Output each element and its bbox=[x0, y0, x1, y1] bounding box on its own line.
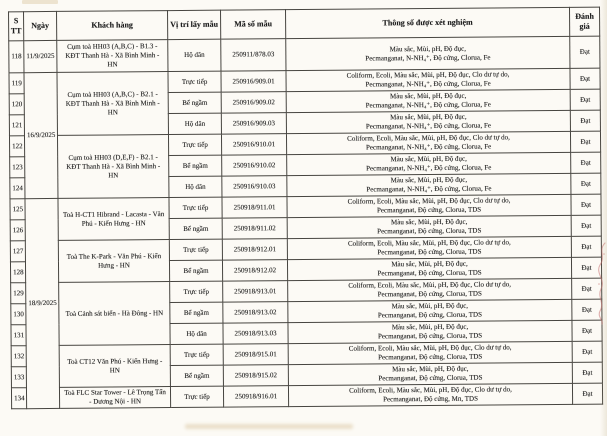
location-cell: Trực tiếp bbox=[170, 281, 223, 302]
param-line: Màu sắc, Mùi, pH, Độ đục, bbox=[390, 154, 467, 164]
code-cell: 250916/910.01 bbox=[221, 134, 286, 156]
header-date: Ngày bbox=[24, 11, 57, 40]
result-cell: Đạt bbox=[571, 236, 601, 257]
param-line: Màu sắc, Mùi, pH, Độ đục, bbox=[391, 322, 469, 332]
table-header-row bbox=[9, 7, 600, 41]
param-line: Pecmanganat, Độ cứng, Clorua, TDS bbox=[376, 205, 482, 215]
param-line: Pecmanganat, Độ cứng, Clorua, TDS bbox=[377, 247, 482, 257]
header-sample-code: Mã số mẫu bbox=[221, 10, 286, 40]
code-cell: 250916/909.01 bbox=[221, 71, 286, 93]
params-cell bbox=[286, 89, 570, 112]
location-cell: Trực tiếp bbox=[170, 386, 223, 407]
result-cell: Đạt bbox=[570, 68, 600, 89]
code-cell: 250916/909.03 bbox=[221, 113, 286, 135]
date-cell: 18/9/2025 bbox=[25, 198, 60, 408]
customer-cell: Toà CT12 Văn Phú - Kiến Hưng - HN bbox=[59, 345, 170, 388]
stt-cell: 134 bbox=[11, 388, 26, 409]
result-cell: Đạt bbox=[570, 131, 600, 152]
location-cell: Bể ngầm bbox=[169, 218, 222, 239]
stt-cell: 126 bbox=[10, 220, 25, 241]
location-cell: Hộ dân bbox=[168, 39, 221, 71]
stt-cell: 124 bbox=[10, 178, 25, 199]
code-cell: 250918/913.01 bbox=[223, 281, 288, 303]
code-cell: 250918/912.02 bbox=[222, 260, 287, 282]
param-line: Coliform, Ecoli, Màu sắc, Mùi, pH, Độ đục, Clo dư tự do, bbox=[348, 280, 512, 290]
location-cell: Bể ngầm bbox=[169, 260, 222, 281]
result-cell: Đạt bbox=[571, 152, 601, 173]
customer-cell: Cụm toà HH03 (D,E,F) - B2.1 - KĐT Thanh Hà - Xã Bình Minh - HN bbox=[57, 135, 168, 199]
param-line: Coliform, Ecoli, Màu sắc, Mùi, pH, Độ đục, Clo dư tự do, bbox=[347, 133, 510, 143]
param-line: Pecmanganat, N-NH₄⁺, Độ cứng, Clorua, Fe bbox=[366, 163, 492, 173]
red-pen-mark bbox=[593, 240, 607, 326]
code-cell: 250916/910.03 bbox=[222, 176, 287, 198]
result-cell: Đạt bbox=[572, 383, 602, 404]
customer-cell: Toà FLC Star Tower - Lê Trọng Tấn - Dương Nội - HN bbox=[59, 387, 170, 409]
location-cell: Bể ngầm bbox=[170, 302, 223, 323]
params-cell bbox=[287, 152, 571, 175]
header-location: Vị trí lấy mẫu bbox=[168, 10, 221, 39]
code-cell: 250918/912.01 bbox=[222, 239, 287, 261]
stt-cell: 130 bbox=[11, 304, 26, 325]
param-line: Pecmanganat, N-NH₄⁺, Độ cứng, Clorua, Fe bbox=[365, 100, 491, 110]
result-cell: Đạt bbox=[572, 362, 602, 383]
params-cell bbox=[287, 173, 571, 196]
stt-cell: 132 bbox=[11, 346, 26, 367]
params-cell bbox=[286, 36, 570, 70]
param-line: Màu sắc, Mùi, pH, Độ đục, bbox=[389, 91, 467, 101]
stt-cell: 118 bbox=[9, 41, 24, 73]
param-line: Màu sắc, Mùi, pH, Độ đục, bbox=[391, 259, 468, 269]
result-cell: Đạt bbox=[571, 257, 601, 278]
param-line: Coliform, Ecoli, Màu sắc, Mùi, pH, Độ đục, Clo dư tự do, bbox=[347, 238, 511, 248]
stt-cell: 127 bbox=[10, 241, 25, 262]
param-line: Màu sắc, Mùi, pH, Độ đục, bbox=[390, 175, 468, 185]
header-stt: S TT bbox=[9, 12, 24, 41]
param-line: Coliform, Ecoli, Màu sắc, Mùi, pH, Độ đục, Clo dư tự do, bbox=[347, 196, 511, 206]
params-cell bbox=[288, 383, 572, 406]
stt-cell: 125 bbox=[10, 199, 25, 220]
result-cell: Đạt bbox=[571, 173, 601, 194]
param-line: Màu sắc, Mùi, pH, Độ đục, bbox=[392, 364, 469, 374]
water-quality-test-table bbox=[8, 7, 603, 410]
param-line: Màu sắc, Mùi, pH, Độ đục, bbox=[390, 112, 467, 122]
result-cell: Đạt bbox=[571, 194, 601, 215]
location-cell: Trực tiếp bbox=[170, 344, 223, 365]
result-cell: Đạt bbox=[572, 299, 602, 320]
customer-cell: Cụm toà HH03 (A,B,C) - B2.1 - KĐT Thanh Hà - Xã Bình Minh - HN bbox=[57, 72, 168, 136]
stt-cell: 119 bbox=[9, 73, 24, 94]
stt-cell: 123 bbox=[10, 157, 25, 178]
params-cell bbox=[288, 278, 572, 301]
param-line: Pecmanganat, N-NH₄⁺, Độ cứng, Clorua, Fe bbox=[365, 79, 491, 89]
location-cell: Bể ngầm bbox=[170, 365, 223, 386]
header-parameters: Thông số được xét nghiệm bbox=[286, 7, 570, 38]
location-cell: Bể ngầm bbox=[169, 155, 222, 176]
customer-cell: Toà Cảnh sát biển - Hà Đông - HN bbox=[59, 282, 170, 346]
code-cell: 250918/911.01 bbox=[222, 197, 287, 219]
location-cell: Trực tiếp bbox=[169, 239, 222, 260]
code-cell: 250918/915.01 bbox=[223, 344, 288, 366]
param-line: Pecmanganat, Độ cứng, Clorua, TDS bbox=[377, 268, 482, 278]
location-cell: Hộ dân bbox=[170, 323, 223, 344]
param-line: Coliform, Ecoli, Màu sắc, Mùi, pH, Độ đục, Clo dư tự do, bbox=[349, 385, 512, 395]
result-cell: Đạt bbox=[572, 341, 602, 362]
params-cell bbox=[288, 362, 572, 385]
scan-artifact-top-left bbox=[22, 0, 58, 4]
param-line: Pecmanganat, N-NH₄⁺, Độ cứng, Clorua, Fe bbox=[366, 184, 492, 194]
table-row bbox=[9, 36, 600, 73]
stt-cell: 129 bbox=[11, 283, 26, 304]
params-cell bbox=[288, 299, 572, 322]
result-cell: Đạt bbox=[571, 215, 601, 236]
param-line: Pecmanganat, N-NH₄⁺, Độ cứng, Clorua, Fe bbox=[365, 121, 492, 131]
params-cell bbox=[286, 131, 570, 154]
params-cell bbox=[288, 341, 572, 364]
result-cell: Đạt bbox=[570, 89, 600, 110]
scanned-table-region bbox=[8, 7, 602, 410]
header-result: Đánh giá bbox=[569, 7, 599, 36]
param-line: Pecmanganat, Độ cứng, Clorua, TDS bbox=[377, 310, 483, 320]
stt-cell: 121 bbox=[9, 115, 24, 136]
table-row bbox=[11, 383, 602, 409]
params-cell bbox=[288, 320, 572, 343]
stt-cell: 122 bbox=[9, 136, 24, 157]
param-line: Pecmanganat, Độ cứng, Clorua, TDS bbox=[378, 373, 483, 383]
param-line: Pecmanganat, Độ cứng, Mn, TDS bbox=[383, 394, 479, 404]
customer-cell: Toà The K-Park - Văn Phú - Kiến Hưng - HN bbox=[58, 240, 169, 283]
param-line: Pecmanganat, N-NH₄⁺, Độ cứng, Clorua, Fe bbox=[365, 142, 492, 152]
table-body bbox=[9, 36, 603, 409]
date-cell: 11/9/2025 bbox=[24, 40, 57, 72]
param-line: Màu sắc, Mùi, pH, Độ đục, bbox=[390, 217, 468, 227]
customer-cell: Cụm toà HH03 (A,B,C) - B1.3 - KĐT Thanh Hà - Xã Bình Minh - HN bbox=[57, 40, 168, 73]
params-cell bbox=[286, 68, 570, 91]
location-cell: Trực tiếp bbox=[169, 197, 222, 218]
param-line: Pecmanganat, Độ cứng, Clorua, TDS bbox=[378, 352, 483, 362]
result-cell: Đạt bbox=[570, 110, 600, 131]
stt-cell: 128 bbox=[10, 262, 25, 283]
stt-cell: 131 bbox=[11, 325, 26, 346]
params-cell bbox=[287, 194, 571, 217]
params-cell bbox=[287, 236, 571, 259]
code-cell: 250918/911.02 bbox=[222, 218, 287, 240]
code-cell: 250918/913.02 bbox=[223, 302, 288, 324]
code-cell: 250918/913.03 bbox=[223, 323, 288, 345]
date-cell: 16/9/2025 bbox=[24, 72, 58, 198]
location-cell: Bể ngầm bbox=[168, 92, 221, 113]
result-cell: Đạt bbox=[570, 36, 600, 68]
location-cell: Hộ dân bbox=[169, 176, 222, 197]
stt-cell: 120 bbox=[9, 94, 24, 115]
param-line: Pecmanganat, N-NH₄⁺, Độ cứng, Clorua, Fe bbox=[365, 53, 491, 63]
param-line: Coliform, Ecoli, Màu sắc, Mùi, pH, Độ đục, Clo dư tự do, bbox=[346, 70, 510, 80]
code-cell: 250916/910.02 bbox=[222, 155, 287, 177]
stt-cell: 133 bbox=[11, 367, 26, 388]
customer-cell: Toà H-CT1 Hibrand - Lacasta - Văn Phú - Kiến Hưng - HN bbox=[58, 198, 169, 241]
code-cell: 250916/909.02 bbox=[221, 92, 286, 114]
param-line: Pecmanganat, Độ cứng, Clorua, TDS bbox=[377, 331, 483, 341]
code-cell: 250918/915.02 bbox=[223, 365, 288, 387]
param-line: Pecmanganat, Độ cứng, Clorua, TDS bbox=[377, 226, 482, 236]
code-cell: 250911/878.03 bbox=[221, 39, 286, 72]
params-cell bbox=[286, 110, 570, 133]
result-cell: Đạt bbox=[572, 320, 602, 341]
scan-artifact-bottom-smudge bbox=[185, 424, 353, 429]
param-line: Màu sắc, Mùi, pH, Độ đục, bbox=[391, 301, 469, 311]
result-cell: Đạt bbox=[572, 278, 602, 299]
location-cell: Hộ dân bbox=[168, 113, 221, 134]
param-line: Pecmanganat, Độ cứng, Clorua, TDS bbox=[377, 289, 482, 299]
params-cell bbox=[287, 215, 571, 238]
param-line: Màu sắc, Mùi, pH, Độ đục, bbox=[389, 44, 467, 53]
param-line: Coliform, Ecoli, Màu sắc, Mùi, pH, Độ đục, Clo dư tự do, bbox=[348, 343, 512, 353]
location-cell: Trực tiếp bbox=[168, 71, 221, 92]
code-cell: 250918/916.01 bbox=[223, 386, 288, 408]
location-cell: Trực tiếp bbox=[168, 134, 221, 155]
params-cell bbox=[287, 257, 571, 280]
header-customer: Khách hàng bbox=[57, 11, 168, 41]
